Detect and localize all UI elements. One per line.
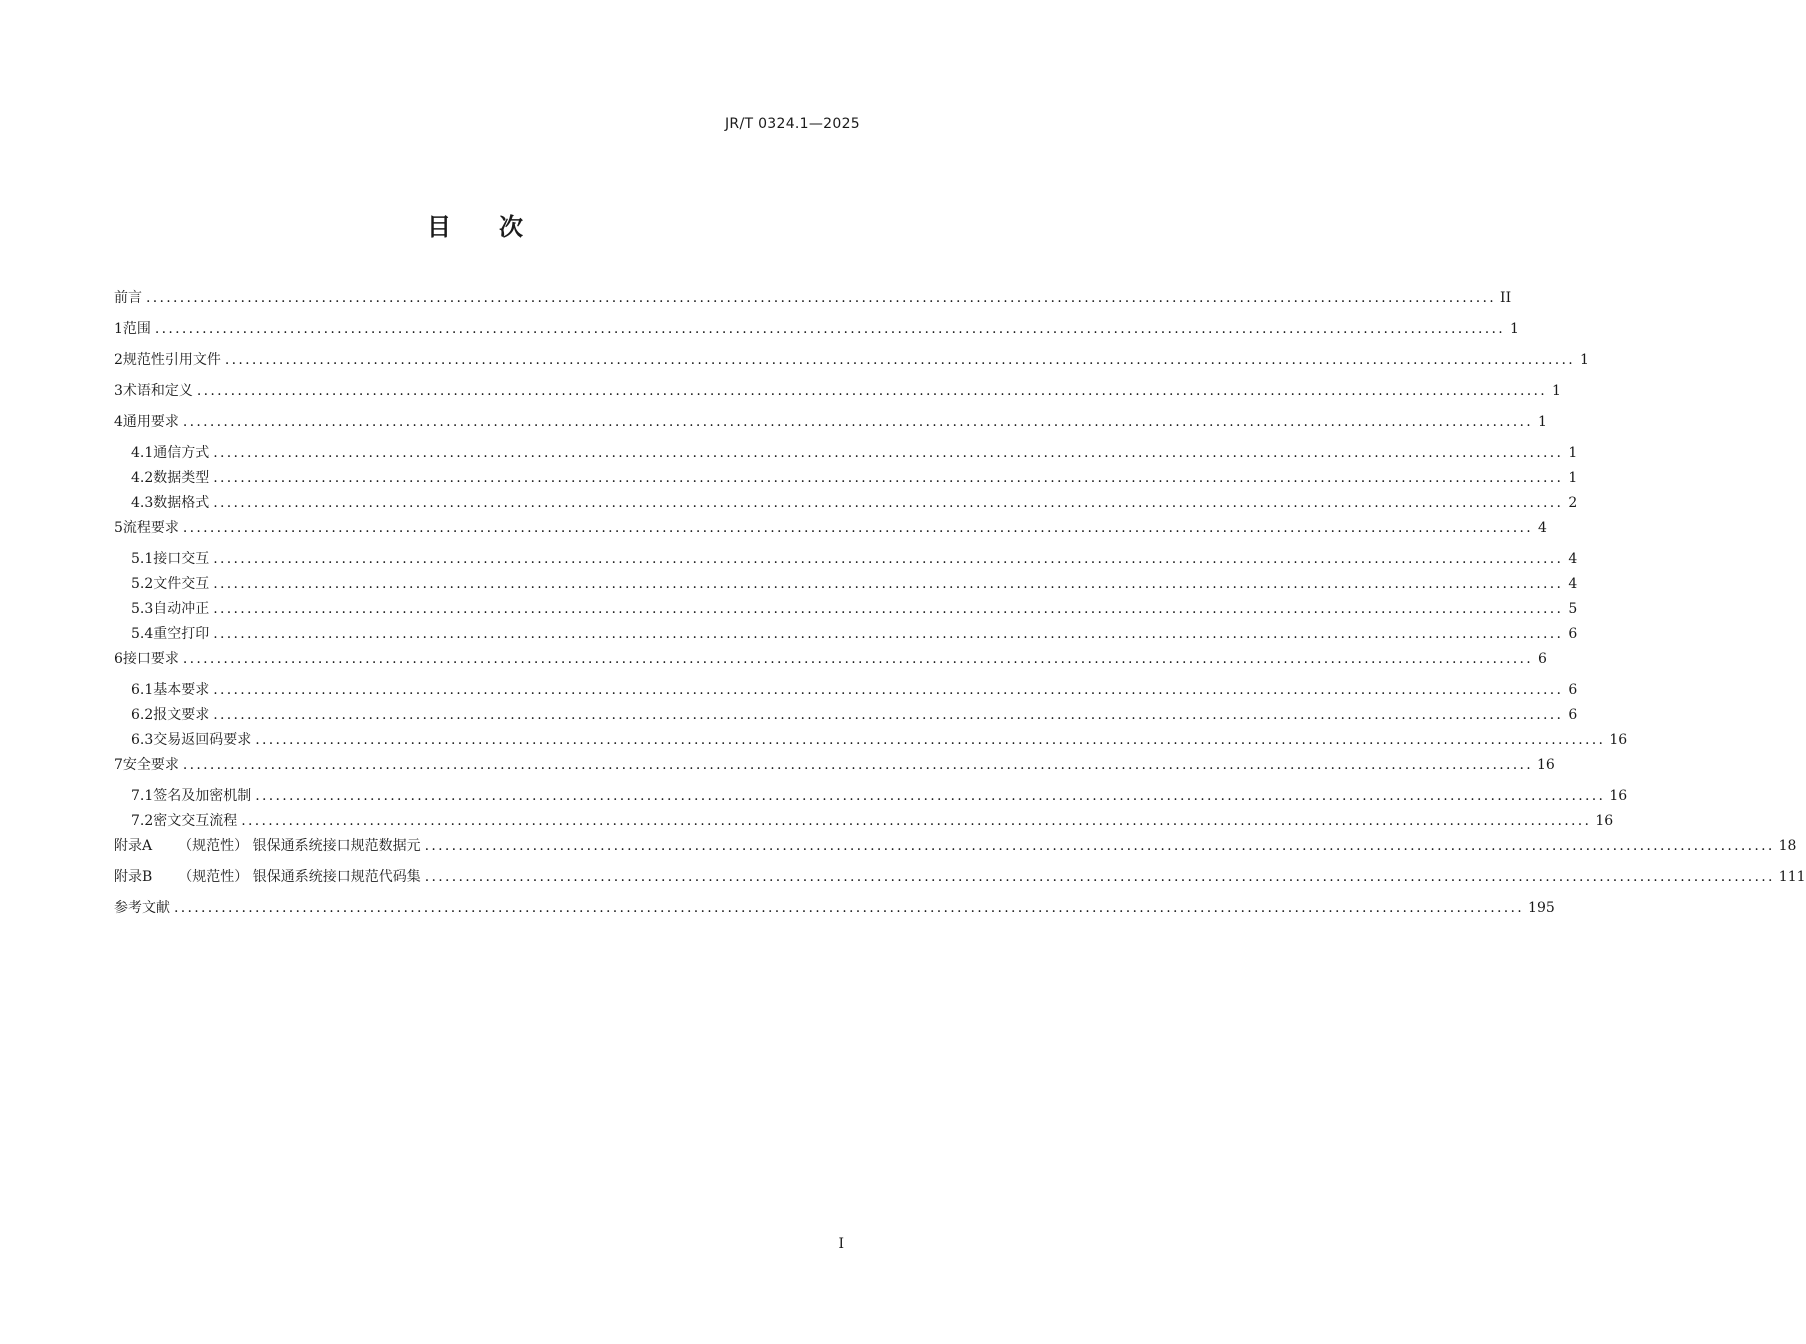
toc-entry-page: 1 xyxy=(1538,414,1547,430)
page-title: 目次 xyxy=(427,213,571,241)
toc-entry-number: 4.3 xyxy=(131,495,154,511)
toc-entry-page: 1 xyxy=(1568,445,1578,461)
toc-entry-page: 1 xyxy=(1510,321,1519,337)
toc-entry[interactable] xyxy=(114,516,1547,547)
toc-leader-dots: ........................................................................................................................................................................................................ xyxy=(213,445,1564,461)
toc-entry-page: 1 xyxy=(1568,470,1578,486)
toc-entry-number: 4 xyxy=(114,414,123,430)
toc-leader-dots: ........................................................................................................................................................................................................ xyxy=(213,551,1564,567)
toc-entry[interactable] xyxy=(114,410,1547,441)
toc-entry-number: 6.2 xyxy=(131,707,154,723)
toc-entry-title: 参考文献 xyxy=(114,900,170,916)
toc-entry[interactable] xyxy=(114,466,1578,491)
toc-entry-title: 通信方式 xyxy=(153,445,210,461)
toc-entry-page: 195 xyxy=(1528,900,1555,916)
toc-leader-dots: ........................................................................................................................................................................................................ xyxy=(424,869,1775,885)
toc-entry[interactable] xyxy=(114,703,1578,728)
toc-entry[interactable] xyxy=(114,647,1547,678)
toc-entry-title: 报文要求 xyxy=(153,707,210,723)
toc-entry-page: 4 xyxy=(1568,576,1578,592)
toc-entry[interactable] xyxy=(114,865,1806,896)
toc-leader-dots: ........................................................................................................................................................................................................ xyxy=(255,788,1606,804)
toc-leader-dots: ........................................................................................................................................................................................................ xyxy=(255,732,1606,748)
toc-entry-number: 5.3 xyxy=(131,601,154,617)
toc-entry-title: 自动冲正 xyxy=(153,601,210,617)
toc-entry-number: 7.1 xyxy=(131,788,154,804)
toc-entry-number: 3 xyxy=(114,383,123,399)
toc-entry-title: 数据格式 xyxy=(153,495,210,511)
toc-entry-page: 16 xyxy=(1536,757,1555,773)
toc-leader-dots: ........................................................................................................................................................................................................ xyxy=(213,495,1564,511)
document-code: JR/T 0324.1—2025 xyxy=(725,116,860,132)
toc-entry-page: 6 xyxy=(1568,626,1578,642)
toc-entry-title: 通用要求 xyxy=(122,414,179,430)
toc-entry[interactable] xyxy=(114,678,1578,703)
toc-entry-number: 6.1 xyxy=(131,682,154,698)
toc-entry-page: 1 xyxy=(1580,352,1589,368)
toc-entry-number: 附录A xyxy=(114,838,153,854)
toc-entry-title: 密文交互流程 xyxy=(153,813,238,829)
toc-entry[interactable] xyxy=(114,834,1797,865)
toc-entry[interactable] xyxy=(114,286,1512,317)
toc-entry[interactable] xyxy=(114,728,1628,753)
toc-entry[interactable] xyxy=(114,622,1578,647)
toc-leader-dots: ........................................................................................................................................................................................................ xyxy=(241,813,1592,829)
toc-entry-number: 6.3 xyxy=(131,732,154,748)
toc-entry-title: 重空打印 xyxy=(153,626,210,642)
toc-entry-number: 1 xyxy=(114,321,123,337)
toc-leader-dots: ........................................................................................................................................................................................................ xyxy=(424,838,1775,854)
toc-entry-page: 4 xyxy=(1538,520,1547,536)
toc-leader-dots: ........................................................................................................................................................................................................ xyxy=(182,520,1533,536)
toc-leader-dots: ........................................................................................................................................................................................................ xyxy=(182,651,1533,667)
toc-entry-page: 16 xyxy=(1609,732,1628,748)
toc-entry-title: 术语和定义 xyxy=(122,383,193,399)
toc-entry-number: 7 xyxy=(114,757,123,773)
page-number: I xyxy=(838,1236,844,1252)
toc-entry[interactable] xyxy=(114,491,1578,516)
toc-entry[interactable] xyxy=(114,753,1555,784)
toc-entry[interactable] xyxy=(114,441,1578,466)
toc-entry-number: 5.2 xyxy=(131,576,154,592)
toc-entry-page: 6 xyxy=(1568,707,1578,723)
toc-entry-page: 6 xyxy=(1568,682,1578,698)
toc-leader-dots: ........................................................................................................................................................................................................ xyxy=(213,626,1564,642)
toc-entry-number: 5.4 xyxy=(131,626,154,642)
toc-leader-dots: ........................................................................................................................................................................................................ xyxy=(146,290,1497,306)
toc-entry-number: 附录B xyxy=(114,869,153,885)
toc-entry-title: 文件交互 xyxy=(153,576,210,592)
toc-entry[interactable] xyxy=(114,547,1578,572)
toc-entry-title: 交易返回码要求 xyxy=(153,732,252,748)
toc-entry-title: 基本要求 xyxy=(153,682,210,698)
toc-entry-number: 4.2 xyxy=(131,470,154,486)
toc-entry-title: 接口交互 xyxy=(153,551,210,567)
toc-entry-number: 6 xyxy=(114,651,123,667)
toc-entry[interactable] xyxy=(114,348,1589,379)
toc-entry-number: 7.2 xyxy=(131,813,154,829)
toc-entry[interactable] xyxy=(114,317,1519,348)
toc-entry-page: 111 xyxy=(1778,869,1806,885)
toc-entry[interactable] xyxy=(114,809,1614,834)
toc-entry[interactable] xyxy=(114,379,1561,410)
toc-entry[interactable] xyxy=(114,597,1578,622)
toc-leader-dots: ........................................................................................................................................................................................................ xyxy=(213,707,1564,723)
toc-entry-title: （规范性） 银保通系统接口规范数据元 xyxy=(178,838,421,854)
toc-leader-dots: ........................................................................................................................................................................................................ xyxy=(224,352,1575,368)
toc-entry-title: 规范性引用文件 xyxy=(122,352,221,368)
toc-entry-title: 接口要求 xyxy=(122,651,179,667)
toc-entry-page: 6 xyxy=(1538,651,1547,667)
toc-leader-dots: ........................................................................................................................................................................................................ xyxy=(182,757,1533,773)
toc-entry-page: 4 xyxy=(1568,551,1578,567)
toc-leader-dots: ........................................................................................................................................................................................................ xyxy=(174,900,1525,916)
toc-entry-title: 流程要求 xyxy=(122,520,179,536)
toc-leader-dots: ........................................................................................................................................................................................................ xyxy=(213,682,1564,698)
toc-entry-page: 18 xyxy=(1778,838,1797,854)
toc-entry[interactable] xyxy=(114,784,1628,809)
toc-entry-title: 范围 xyxy=(122,321,151,337)
toc-entry[interactable] xyxy=(114,896,1555,927)
toc-entry-page: 16 xyxy=(1609,788,1628,804)
toc-leader-dots: ........................................................................................................................................................................................................ xyxy=(213,576,1564,592)
toc-entry-title: 安全要求 xyxy=(122,757,179,773)
toc-entry-number: 2 xyxy=(114,352,123,368)
toc-leader-dots: ........................................................................................................................................................................................................ xyxy=(213,601,1564,617)
toc-leader-dots: ........................................................................................................................................................................................................ xyxy=(196,383,1547,399)
toc-entry-page: 2 xyxy=(1568,495,1578,511)
toc-entry[interactable] xyxy=(114,572,1578,597)
toc-entry-title: 签名及加密机制 xyxy=(153,788,252,804)
toc-entry-title: 数据类型 xyxy=(153,470,210,486)
toc-entry-page: 5 xyxy=(1568,601,1578,617)
toc-leader-dots: ........................................................................................................................................................................................................ xyxy=(182,414,1533,430)
table-of-contents xyxy=(114,286,1806,927)
toc-entry-number: 5.1 xyxy=(131,551,154,567)
toc-entry-page: 16 xyxy=(1595,813,1614,829)
toc-entry-number: 4.1 xyxy=(131,445,154,461)
toc-leader-dots: ........................................................................................................................................................................................................ xyxy=(154,321,1505,337)
toc-entry-page: II xyxy=(1500,290,1512,306)
toc-leader-dots: ........................................................................................................................................................................................................ xyxy=(213,470,1564,486)
toc-entry-page: 1 xyxy=(1552,383,1561,399)
toc-entry-title: 前言 xyxy=(114,290,142,306)
toc-entry-number: 5 xyxy=(114,520,123,536)
toc-entry-title: （规范性） 银保通系统接口规范代码集 xyxy=(178,869,421,885)
